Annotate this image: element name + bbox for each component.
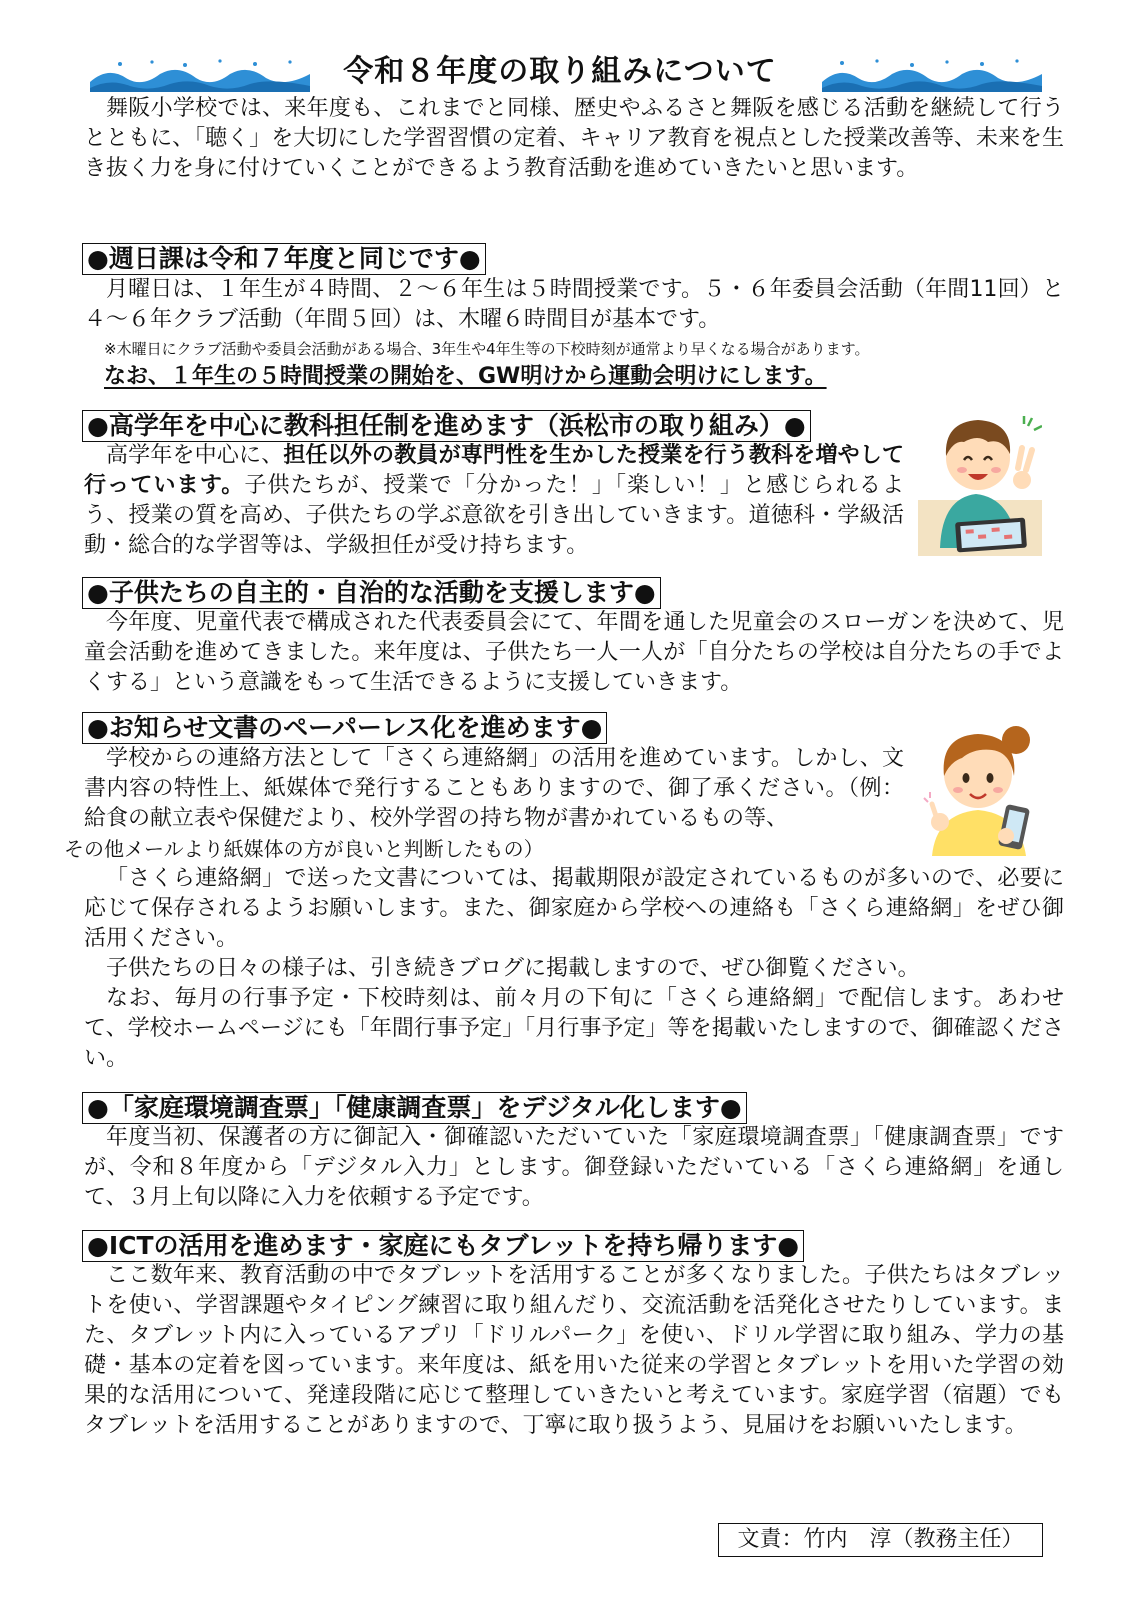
page-title: 令和８年度の取り組みについて (343, 54, 777, 89)
paperless-paragraph-3: 子供たちの日々の様子は、引き続きブログに掲載しますので、ぜひ御覧ください。 (106, 956, 920, 981)
section-heading-schedule: ●週日課は令和７年度と同じです● (82, 243, 486, 275)
paperless-paragraph-2: 「さくら連絡網」で送った文書については、掲載期限が設定されているものが多いので、必要に応じて保存されるようお願いします。また、御家庭から学校への連絡も「さくら連絡網」をぜひ御活用ください。 (84, 866, 1064, 951)
wave-decoration-right (822, 58, 1042, 92)
paperless-text-1: 学校からの連絡方法として「さくら連絡網」の活用を進めています。しかし、文書内容の特性上、紙媒体で発行することもありますので、御了承ください。（例：給食の献立表や保健だより、校外学習の持ち物が書かれているもの等、 (84, 746, 904, 831)
digitization-paragraph: 年度当初、保護者の方に御記入・御確認いただいていた「家庭環境調査票」「健康調査票」ですが、令和８年度から「デジタル入力」とします。御登録いただいている「さくら連絡網」を通して、３月上旬以降に入力を依頼する予定です。 (84, 1125, 1064, 1210)
woman-with-phone-illustration (922, 718, 1038, 856)
intro-paragraph: 舞阪小学校では、来年度も、これまでと同様、歴史やふるさと舞阪を感じる活動を継続して行うとともに、「聴く」を大切にした学習習慣の定着、キャリア教育を視点とした授業改善等、未来を生き抜く力を身に付けていくことができるよう教育活動を進めていきたいと思います。 (84, 96, 1064, 181)
section-heading-ict: ●ICTの活用を進めます・家庭にもタブレットを持ち帰ります● (82, 1230, 804, 1262)
paperless-paragraph-4: なお、毎月の行事予定・下校時刻は、前々月の下旬に「さくら連絡網」で配信します。あわせて、学校ホームページにも「年間行事予定」「月行事予定」等を掲載いたしますので、御確認ください。 (84, 986, 1064, 1071)
subject-teacher-bold: 担任以外の教員が専門性を生かした授業を行う教科を増やして行っています。 (84, 443, 904, 498)
section-heading-student-activities: ●子供たちの自主的・自治的な活動を支援します● (82, 577, 661, 609)
paperless-text-1-small: その他メールより紙媒体の方が良いと判断したもの） (64, 837, 544, 861)
title-row (0, 48, 1140, 96)
section-heading-digitization: ●「家庭環境調査票」「健康調査票」をデジタル化します● (82, 1092, 747, 1124)
section-heading-subject-teacher: ●高学年を中心に教科担任制を進めます（浜松市の取り組み）● (82, 410, 811, 442)
signature-box: 文責：竹内 淳（教務主任） (718, 1523, 1043, 1557)
boy-with-tablet-illustration (918, 398, 1042, 556)
paperless-paragraph-1 (64, 744, 904, 865)
subject-teacher-rest: 子供たちが、授業で「分かった！」「楽しい！」と感じられるよう、授業の質を高め、子供たちの学ぶ意欲を引き出していきます。道徳科・学級活動・総合的な学習等は、学級担任が受け持ちます。 (84, 473, 904, 558)
subject-teacher-lead: 高学年を中心に、 (106, 443, 284, 468)
subject-teacher-paragraph (84, 441, 904, 561)
ict-paragraph: ここ数年来、教育活動の中でタブレットを活用することが多くなりました。子供たちはタブレットを使い、学習課題やタイピング練習に取り組んだり、交流活動を活発化させたりしています。また、タブレット内に入っているアプリ「ドリルパーク」を使い、ドリル学習に取り組み、学力の基礎・基本の定着を図っています。来年度は、紙を用いた従来の学習とタブレットを用いた学習の効果的な活用について、発達段階に応じて整理していきたいと考えています。家庭学習（宿題）でもタブレットを活用することがありますので、丁寧に取り扱うよう、見届けをお願いいたします。 (84, 1263, 1064, 1438)
wave-decoration-left (90, 58, 310, 92)
student-activities-paragraph: 今年度、児童代表で構成された代表委員会にて、年間を通した児童会のスローガンを決めて、児童会活動を進めてきました。来年度は、子供たち一人一人が「自分たちの学校は自分たちの手でよくする」という意識をもって生活できるように支援していきます。 (84, 610, 1064, 695)
schedule-emphasis: なお、１年生の５時間授業の開始を、GW明けから運動会明けにします。 (104, 364, 827, 389)
schedule-paragraph: 月曜日は、１年生が４時間、２～６年生は５時間授業です。５・６年委員会活動（年間11回）と４～６年クラブ活動（年間５回）は、木曜６時間目が基本です。 (84, 277, 1064, 332)
schedule-note: ※木曜日にクラブ活動や委員会活動がある場合、3年生や4年生等の下校時刻が通常より早くなる場合があります。 (104, 340, 870, 358)
section-heading-paperless: ●お知らせ文書のペーパーレス化を進めます● (82, 712, 607, 744)
